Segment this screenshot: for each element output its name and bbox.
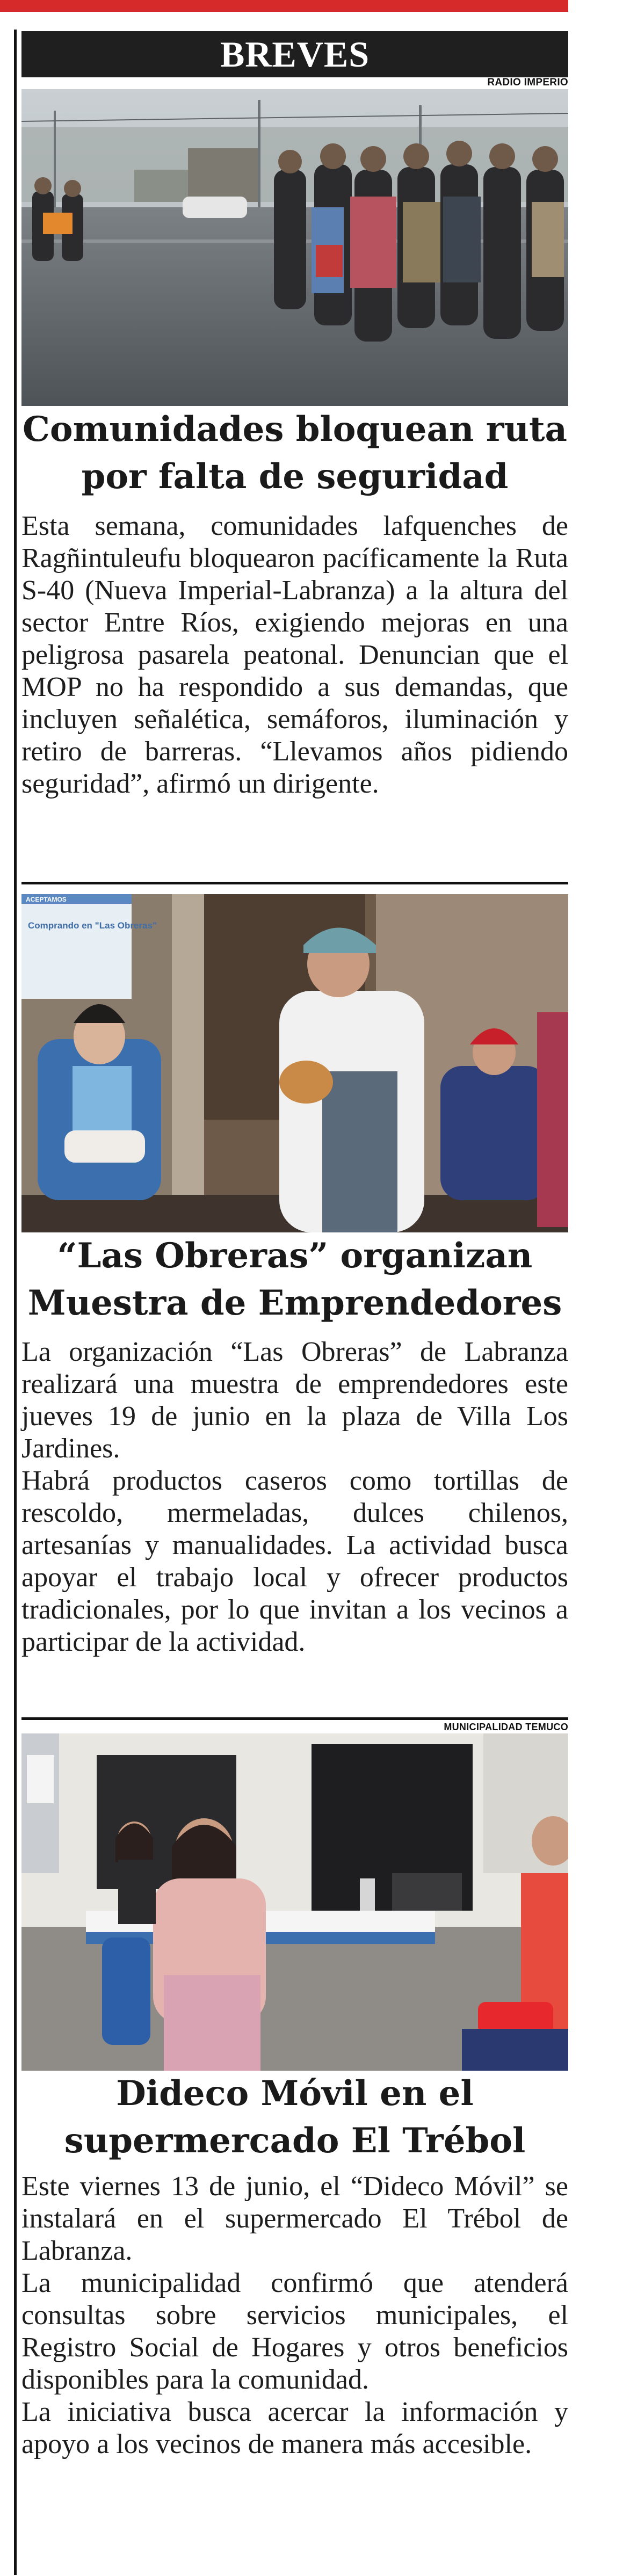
sign-line-2: Comprando en "Las Obreras" (28, 920, 157, 931)
article-body (21, 1336, 568, 1712)
article-paragraph: La organización “Las Obreras” de Labranza realizará una muestra de emprendedores este jueves 19 de junio en la plaza de Villa Los Jardines. (21, 1337, 568, 1464)
article-title: Comunidades bloquean ruta por falta de seguridad (22, 409, 568, 497)
article-title: Dideco Móvil en el supermercado El Trébol (64, 2073, 526, 2161)
top-accent-bar (0, 0, 568, 12)
article-paragraph: La municipalidad confirmó que atenderá consultas sobre servicios municipales, el Registro Social de Hogares y otros beneficios disponibles para la comunidad. (21, 2268, 568, 2395)
article-photo-market (21, 894, 568, 1232)
article-photo-protest (21, 89, 568, 406)
article-title: “Las Obreras” organizan Muestra de Emprendedores (27, 1236, 562, 1323)
left-column-rule (14, 30, 17, 2575)
article-paragraph: La iniciativa busca acercar la información y apoyo a los vecinos de manera más accesible. (21, 2397, 568, 2459)
photo-credit: RADIO IMPERIO (487, 77, 568, 88)
article-photo-office (21, 1733, 568, 2071)
article-body (21, 2171, 568, 2568)
article-body (21, 510, 568, 854)
photo-credit: MUNICIPALIDAD TEMUCO (444, 1722, 568, 1732)
article-divider (21, 882, 568, 884)
article-paragraph: Este viernes 13 de junio, el “Dideco Móvil” se instalará en el supermercado El Trébol de Labranza. (21, 2171, 568, 2266)
article-paragraph: Esta semana, comunidades lafquenches de Ragñintuleufu bloquearon pacíficamente la Ruta S-40 (Nueva Imperial-Labranza) a la altura del sector Entre Ríos, exigiendo mejoras en una peligrosa pasarela peatonal. Denuncian que el MOP no ha respondido a sus demandas, que incluyen señalética, semáforos, iluminación y retiro de barreras. “Llevamos años pidiendo seguridad”, afirmó un dirigente. (21, 511, 568, 799)
article-paragraph: Habrá productos caseros como tortillas de rescoldo, mermeladas, dulces chilenos, artesanías y manualidades. La actividad busca apoyar el trabajo local y ofrecer productos tradicionales, por lo que invitan a los vecinos a participar de la actividad. (21, 1465, 568, 1657)
sign-line-1: ACEPTAMOS (26, 896, 67, 903)
article-divider (21, 1717, 568, 1720)
section-header: BREVES (21, 31, 568, 77)
